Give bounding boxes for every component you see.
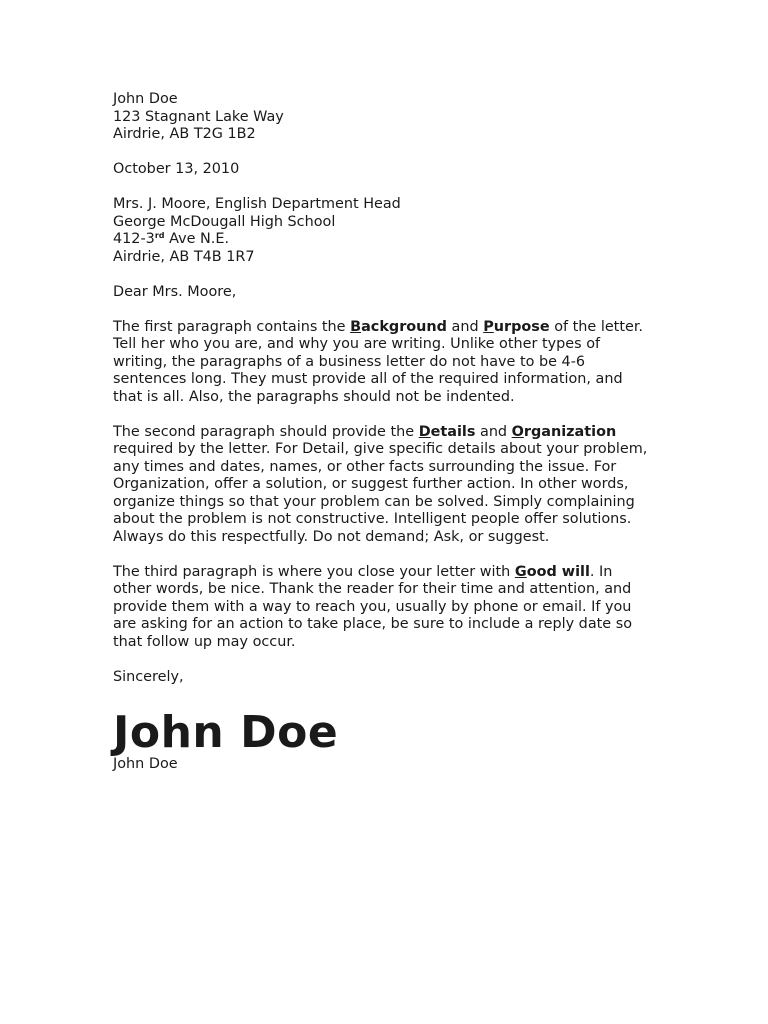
sender-street: 123 Stagnant Lake Way [113,108,284,125]
street-ordinal-suffix: rd [154,231,165,240]
para1-text-mid: and [446,318,484,335]
date-text: October 13, 2010 [113,161,240,177]
letter-page [113,91,658,774]
closing [113,669,658,687]
recipient-name-title: Mrs. J. Moore, English Department Head [113,196,401,212]
para1-text-end: of the letter. Tell her who you are, and why you are writing. Unlike other types of writing, the paragraphs of a business letter do not have to be 4-6 sentences long. They must provide all of the required information, and that is all. Also, the paragraphs should not be indented. [113,318,643,405]
keyword-details: Details [418,423,476,440]
closing-text: Sincerely, [113,668,184,685]
para2-text-end: required by the letter. For Detail, give specific details about your problem, any times and dates, names, or other facts surrounding the issue. For Organization, offer a solution, or suggest further action. In other words, organize things so that your problem can be solved. Simply complaining about the problem is not constructive. Intelligent people offer solutions. Always do this respectfully. Do not demand; Ask, or suggest. [113,441,648,545]
salutation [113,284,658,302]
para1-text-start: The first paragraph contains the [113,318,351,335]
street-number: 412-3 [113,231,155,247]
body-paragraph-3 [113,564,653,652]
sender-city: Airdrie, AB T2G 1B2 [113,126,256,142]
para2-text-mid: and [475,423,512,440]
recipient-address [113,196,658,266]
letter-date [113,161,658,179]
recipient-street [113,231,658,249]
body-paragraph-1 [113,319,653,407]
recipient-school: George McDougall High School [113,213,336,230]
body-paragraph-2 [113,424,653,547]
keyword-background: Background [350,318,447,335]
sender-address [113,91,658,144]
para2-text-start: The second paragraph should provide the [113,423,419,440]
keyword-good-will: Good will [514,563,590,580]
keyword-organization: Organization [511,423,617,440]
para3-text-start: The third paragraph is where you close your letter with [113,563,515,580]
salutation-text: Dear Mrs. Moore, [113,283,237,300]
recipient-city: Airdrie, AB T4B 1R7 [113,248,255,265]
street-rest: Ave N.E. [164,231,230,247]
keyword-purpose: Purpose [483,318,550,335]
signature: John Doe [113,707,339,758]
para3-text-end: . In other words, be nice. Thank the reader for their time and attention, and provide them with a way to reach you, usually by phone or email. If you are asking for an action to take place, be sure to include a reply date so that follow up may occur. [113,563,633,650]
signature-printed-name: John Doe [113,756,178,772]
sender-name: John Doe [113,91,178,107]
